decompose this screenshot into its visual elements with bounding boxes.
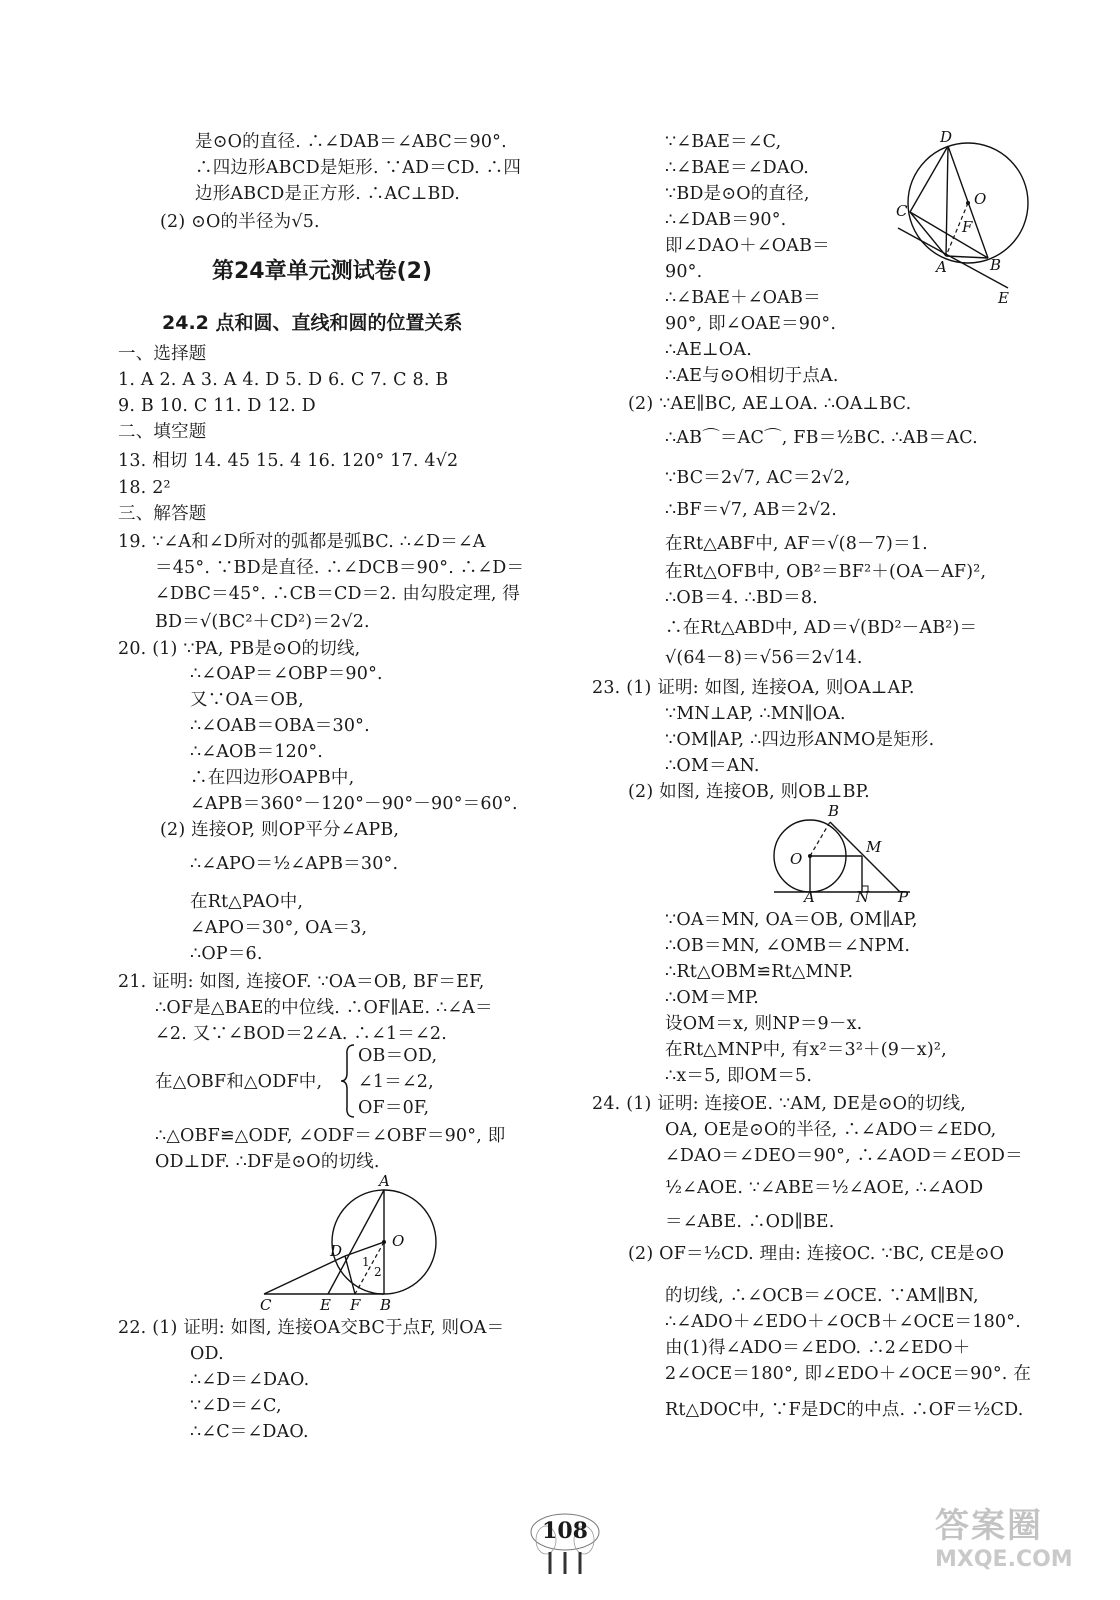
text-line: ½∠AOE. ∵∠ABE＝½∠AOE, ∴∠AOD (665, 1178, 984, 1198)
text-line: OF＝0F, (358, 1098, 430, 1118)
figure-22-diagram (890, 128, 1040, 306)
figure-22-label: A (936, 258, 947, 276)
watermark-url: MXQE.COM (935, 1547, 1073, 1572)
text-line: ∴OM＝AN. (665, 756, 760, 776)
text-line: ∵OM∥AP, ∴四边形ANMO是矩形. (665, 730, 935, 750)
text-line: ∴∠APO＝½∠APB＝30°. (190, 854, 399, 874)
chapter-title: 第24章单元测试卷(2) (212, 259, 433, 284)
figure-21-label: E (320, 1296, 331, 1310)
page-number: 108 (542, 1518, 588, 1544)
text-line: ∴AE⊥OA. (665, 340, 752, 360)
text-line: OA, OE是⊙O的半径, ∴∠ADO＝∠EDO, (665, 1120, 997, 1140)
text-line: (2) ⊙O的半径为√5. (160, 212, 320, 232)
text-line: 90°. (665, 262, 703, 282)
figure-21-label: F (350, 1296, 361, 1310)
figure-22-label: D (940, 128, 953, 146)
figure-23-label: B (828, 802, 840, 820)
text-line: ∴∠AOB＝120°. (190, 742, 324, 762)
text-line: ∴Rt△OBM≌Rt△MNP. (665, 962, 854, 982)
text-line: 2∠OCE＝180°, 即∠EDO＋∠OCE＝90°. 在 (665, 1364, 1032, 1384)
text-line: ∴∠OAP＝∠OBP＝90°. (190, 664, 383, 684)
text-line: ∠APB＝360°－120°－90°－90°＝60°. (190, 794, 518, 814)
text-line: ∴OF是△BAE的中位线. ∴OF∥AE. ∴∠A＝ (155, 998, 493, 1018)
text-line: Rt△DOC中, ∵F是DC的中点. ∴OF＝½CD. (665, 1400, 1024, 1420)
brace-icon (340, 1043, 356, 1119)
text-line: 在Rt△OFB中, OB²＝BF²＋(OA－AF)², (665, 562, 987, 582)
text-line: ∴OB＝4. ∴BD＝8. (665, 588, 818, 608)
figure-21-label: D (330, 1242, 343, 1260)
figure-23-label: N (856, 888, 870, 902)
figure-23-label: O (790, 850, 803, 868)
text-line: 在Rt△ABF中, AF＝√(8－7)＝1. (665, 534, 928, 554)
text-line: 又∵OA＝OB, (190, 690, 304, 710)
text-line: 23. (1) 证明: 如图, 连接OA, 则OA⊥AP. (592, 678, 915, 698)
text-line: ∴∠BAE＝∠DAO. (665, 158, 809, 178)
figure-23-label: P (898, 888, 909, 902)
text-line: ∵MN⊥AP, ∴MN∥OA. (665, 704, 846, 724)
text-line: 的切线, ∴∠OCB＝∠OCE. ∵AM∥BN, (665, 1286, 979, 1306)
text-line: (2) OF＝½CD. 理由: 连接OC. ∵BC, CE是⊙O (628, 1244, 1005, 1264)
text-line: 在△OBF和△ODF中, (155, 1072, 323, 1092)
figure-21-diagram (250, 1170, 450, 1310)
text-line: 三、解答题 (118, 504, 207, 524)
text-line: ∴∠C＝∠DAO. (190, 1422, 309, 1442)
text-line: ∴△OBF≌△ODF, ∠ODF＝∠OBF＝90°, 即 (155, 1126, 506, 1146)
text-line: OB＝OD, (358, 1046, 438, 1066)
text-line: ∴OP＝6. (190, 944, 263, 964)
text-line: ∵BC＝2√7, AC＝2√2, (665, 468, 851, 488)
figure-22-label: B (990, 256, 1002, 274)
text-line: ∠APO＝30°, OA＝3, (190, 918, 368, 938)
text-line: 9. B 10. C 11. D 12. D (118, 396, 316, 416)
figure-22-label: O (974, 190, 987, 208)
text-line: ∠DAO＝∠DEO＝90°, ∴∠AOD＝∠EOD＝ (665, 1146, 1023, 1166)
text-line: 90°, 即∠OAE＝90°. (665, 314, 837, 334)
figure-23-diagram (770, 802, 920, 902)
text-line: 22. (1) 证明: 如图, 连接OA交BC于点F, 则OA＝ (118, 1318, 505, 1338)
text-line: 边形ABCD是正方形. ∴AC⊥BD. (195, 184, 460, 204)
text-line: ＝∠ABE. ∴OD∥BE. (665, 1212, 835, 1232)
watermark (935, 1498, 1110, 1588)
text-line: 18. 2² (118, 478, 171, 498)
figure-21-label: 1 (362, 1255, 370, 1269)
text-line: ∵OA＝MN, OA＝OB, OM∥AP, (665, 910, 918, 930)
text-line: 24. (1) 证明: 连接OE. ∵AM, DE是⊙O的切线, (592, 1094, 967, 1114)
text-line: ∴OB＝MN, ∠OMB＝∠NPM. (665, 936, 911, 956)
figure-22-label: E (998, 289, 1009, 306)
text-line: ∵BD是⊙O的直径, (665, 184, 810, 204)
watermark-text: 答案圈 (935, 1506, 1043, 1546)
figure-21-label: C (260, 1296, 272, 1310)
figure-22-label: F (962, 218, 973, 236)
text-line: 1. A 2. A 3. A 4. D 5. D 6. C 7. C 8. B (118, 370, 449, 390)
text-line: OD. (190, 1344, 224, 1364)
text-line: 20. (1) ∵PA, PB是⊙O的切线, (118, 639, 361, 659)
text-line: (2) 连接OP, 则OP平分∠APB, (160, 820, 400, 840)
text-line: 19. ∵∠A和∠D所对的弧都是弧BC. ∴∠D＝∠A (118, 532, 486, 552)
text-line: ∴∠D＝∠DAO. (190, 1370, 310, 1390)
text-line: ∠2. 又∵∠BOD＝2∠A. ∴∠1＝∠2. (155, 1024, 447, 1044)
text-line: ＝45°. ∵BD是直径. ∴∠DCB＝90°. ∴∠D＝ (155, 558, 525, 578)
text-line: ∴在Rt△ABD中, AD＝√(BD²－AB²)＝ (665, 618, 978, 638)
text-line: ∴∠DAB＝90°. (665, 210, 787, 230)
text-line: ∴AE与⊙O相切于点A. (665, 366, 839, 386)
text-line: BD＝√(BC²＋CD²)＝2√2. (155, 612, 370, 632)
text-line: 21. 证明: 如图, 连接OF. ∵OA＝OB, BF＝EF, (118, 972, 485, 992)
figure-22-label: C (896, 202, 908, 220)
figure-21-label: A (379, 1172, 390, 1190)
text-line: 即∠DAO＋∠OAB＝ (665, 236, 830, 256)
figure-21-label: 2 (374, 1265, 382, 1279)
text-line: ∴在四边形OAPB中, (190, 768, 355, 788)
text-line: √(64－8)＝√56＝2√14. (665, 648, 863, 668)
figure-23-label: M (866, 838, 882, 856)
text-line: ∴OM＝MP. (665, 988, 760, 1008)
text-line: ∴x＝5, 即OM＝5. (665, 1066, 813, 1086)
figure-23-label: A (804, 888, 815, 902)
text-line: 由(1)得∠ADO＝∠EDO. ∴2∠EDO＋ (665, 1338, 971, 1358)
section-title: 24.2 点和圆、直线和圆的位置关系 (162, 312, 463, 334)
text-line: 是⊙O的直径. ∴∠DAB＝∠ABC＝90°. (195, 132, 507, 152)
text-line: 13. 相切 14. 45 15. 4 16. 120° 17. 4√2 (118, 451, 459, 471)
text-line: (2) 如图, 连接OB, 则OB⊥BP. (628, 782, 870, 802)
text-line: 二、填空题 (118, 422, 207, 442)
text-line: 设OM＝x, 则NP＝9－x. (665, 1014, 863, 1034)
text-line: 一、选择题 (118, 344, 207, 364)
text-line: ∴∠ADO＋∠EDO＋∠OCB＋∠OCE＝180°. (665, 1312, 1021, 1332)
text-line: ∴AB⌒＝AC⌒, FB＝½BC. ∴AB＝AC. (665, 428, 978, 448)
text-line: ∴∠OAB＝OBA＝30°. (190, 716, 370, 736)
text-line: ∴∠BAE＋∠OAB＝ (665, 288, 821, 308)
figure-21-label: B (380, 1296, 392, 1310)
text-line: OD⊥DF. ∴DF是⊙O的切线. (155, 1152, 380, 1172)
text-line: 在Rt△MNP中, 有x²＝3²＋(9－x)², (665, 1040, 947, 1060)
text-line: ∠DBC＝45°. ∴CB＝CD＝2. 由勾股定理, 得 (155, 584, 521, 604)
text-line: ∵∠D＝∠C, (190, 1396, 282, 1416)
text-line: ∠1＝∠2, (358, 1072, 434, 1092)
text-line: (2) ∵AE∥BC, AE⊥OA. ∴OA⊥BC. (628, 394, 912, 414)
text-line: ∴四边形ABCD是矩形. ∵AD＝CD. ∴四 (195, 158, 522, 178)
text-line: ∴BF＝√7, AB＝2√2. (665, 500, 838, 520)
text-line: 在Rt△PAO中, (190, 892, 304, 912)
figure-21-label: O (392, 1232, 405, 1250)
text-line: ∵∠BAE＝∠C, (665, 132, 782, 152)
